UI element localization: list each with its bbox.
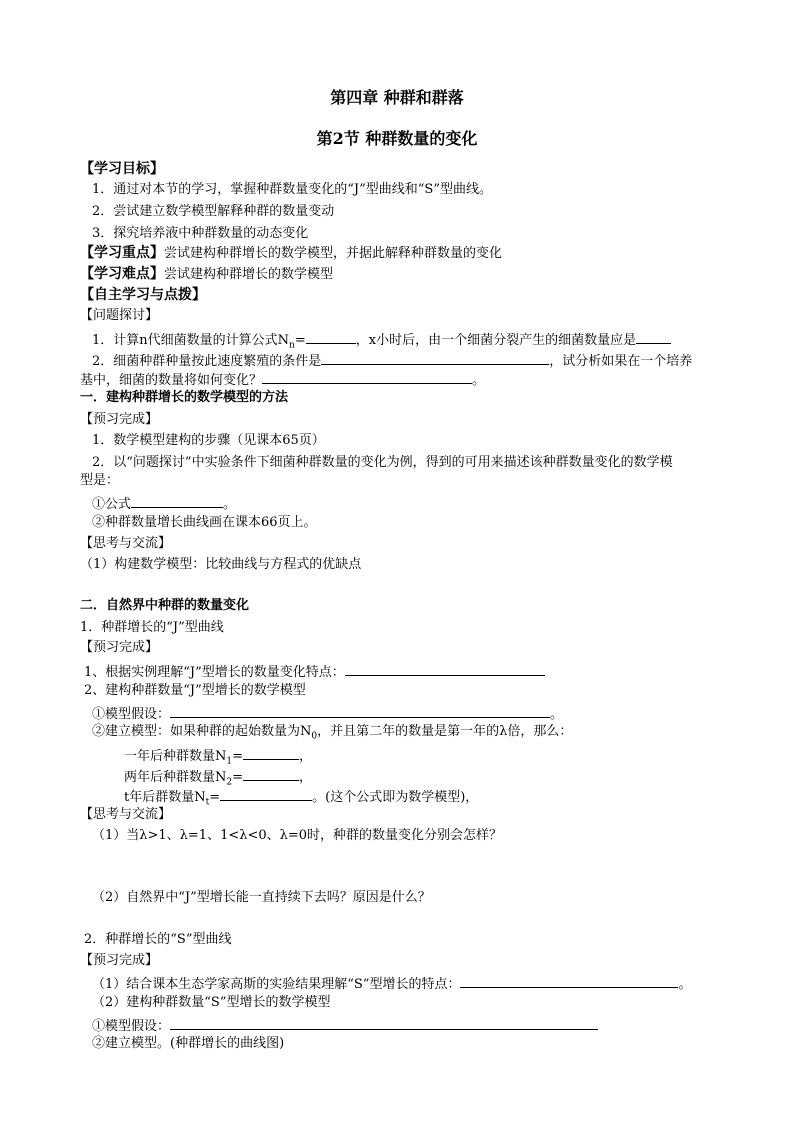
- blank[interactable]: [170, 704, 550, 718]
- part2-think-heading: 【思考与交流】: [80, 807, 172, 822]
- blank[interactable]: [243, 746, 299, 760]
- j-item1: 1、根据实例理解“J”型增长的数量变化特点：: [84, 662, 545, 681]
- part2-heading: 二．自然界中种群的数量变化: [80, 598, 250, 613]
- blank[interactable]: [243, 767, 299, 781]
- part1-preview: 【预习完成】: [80, 412, 159, 427]
- problem-q2-cont: 基中，细菌的数量将如何变化？ 。: [80, 370, 485, 389]
- objective-item: 2．尝试建立数学模型解释种群的数量变动: [92, 204, 335, 219]
- objective-item: 1．通过对本节的学习，掌握种群数量变化的“J”型曲线和“S”型曲线。: [92, 182, 492, 197]
- difficulty: [80, 266, 333, 283]
- objectives-heading: 【学习目标】: [80, 161, 164, 177]
- part1-step1: 1．数学模型建构的步骤（见课本65页）: [92, 433, 325, 448]
- j-title: 1．种群增长的“J”型曲线: [80, 620, 224, 635]
- part2-preview: 【预习完成】: [80, 640, 159, 655]
- blank[interactable]: [345, 662, 545, 676]
- objective-item: 3．探究培养液中种群数量的动态变化: [92, 226, 309, 241]
- j-year2: 两年后种群数量$N_2=$ ，: [124, 767, 312, 786]
- key-point: [80, 245, 502, 262]
- j-yeart: t年后群数量$N_t=$ 。(这个公式即为数学模型)，: [124, 787, 478, 806]
- problem-q1: 1．计算n代细菌数量的计算公式$N_n=$ ，x小时后，由一个细菌分裂产生的细菌数量应是: [92, 330, 671, 349]
- part1-step2: 2．以“问题探讨”中实验条件下细菌种群数量的变化为例，得到的可用来描述该种群数量变化的数学模: [92, 455, 673, 470]
- blank[interactable]: [262, 370, 472, 384]
- blank[interactable]: [170, 1016, 598, 1030]
- think-q1: （1）当λ>1、λ=1、1<λ<0、λ=0时，种群的数量变化分别会怎样？: [92, 828, 503, 843]
- part1-think1: （1）构建数学模型：比较曲线与方程式的优缺点: [80, 557, 362, 572]
- blank[interactable]: [220, 787, 312, 801]
- chapter-title: 第四章 种群和群落: [330, 88, 464, 107]
- s-assume: ①模型假设：: [92, 1016, 598, 1035]
- think-q2: （2）自然界中“J”型增长能一直持续下去吗？原因是什么？: [92, 890, 431, 905]
- part1-think-heading: 【思考与交流】: [80, 536, 172, 551]
- section-title: 第2节 种群数量的变化: [316, 129, 478, 148]
- difficulty-label: 【学习难点】: [80, 266, 164, 282]
- j-year1: 一年后种群数量$N_1=$ ，: [124, 746, 312, 765]
- s-item2: （2）建构种群数量“S”型增长的数学模型: [92, 995, 331, 1010]
- blank[interactable]: [131, 494, 223, 508]
- problem-heading: 【问题探讨】: [80, 308, 159, 323]
- s-preview: 【预习完成】: [80, 953, 159, 968]
- blank[interactable]: [636, 330, 671, 344]
- part1-curve-note: ②种群数量增长曲线画在课本66页上。: [92, 515, 317, 530]
- part1-formula: ①公式 。: [92, 494, 236, 513]
- problem-q2: 2．细菌种群种量按此速度繁殖的条件是 ，试分析如果在一个培养: [92, 351, 692, 370]
- s-build: ②建立模型。(种群增长的曲线图): [92, 1036, 285, 1051]
- j-item2: 2、建构种群数量“J”型增长的数学模型: [84, 683, 306, 698]
- part1-heading: 一．建构种群增长的数学模型的方法: [80, 390, 289, 405]
- self-study-heading: 【自主学习与点拨】: [80, 287, 206, 303]
- j-build: ②建立模型：如果种群的起始数量为$N_0$，并且第二年的数量是第一年的λ倍，那么：: [92, 724, 573, 742]
- s-item1: （1）结合课本生态学家高斯的实验结果理解“S”型增长的特点： 。: [92, 974, 692, 993]
- s-title: 2．种群增长的“S”型曲线: [84, 932, 232, 947]
- blank[interactable]: [306, 330, 356, 344]
- blank[interactable]: [321, 351, 549, 365]
- difficulty-text: 尝试建构种群增长的数学模型: [164, 267, 334, 282]
- part1-step2-cont: 型是：: [80, 473, 120, 488]
- j-assume: ①模型假设： 。: [92, 704, 563, 723]
- blank[interactable]: [460, 974, 678, 988]
- key-point-label: 【学习重点】: [80, 245, 164, 261]
- key-point-text: 尝试建构种群增长的数学模型，并据此解释种群数量的变化: [164, 246, 503, 261]
